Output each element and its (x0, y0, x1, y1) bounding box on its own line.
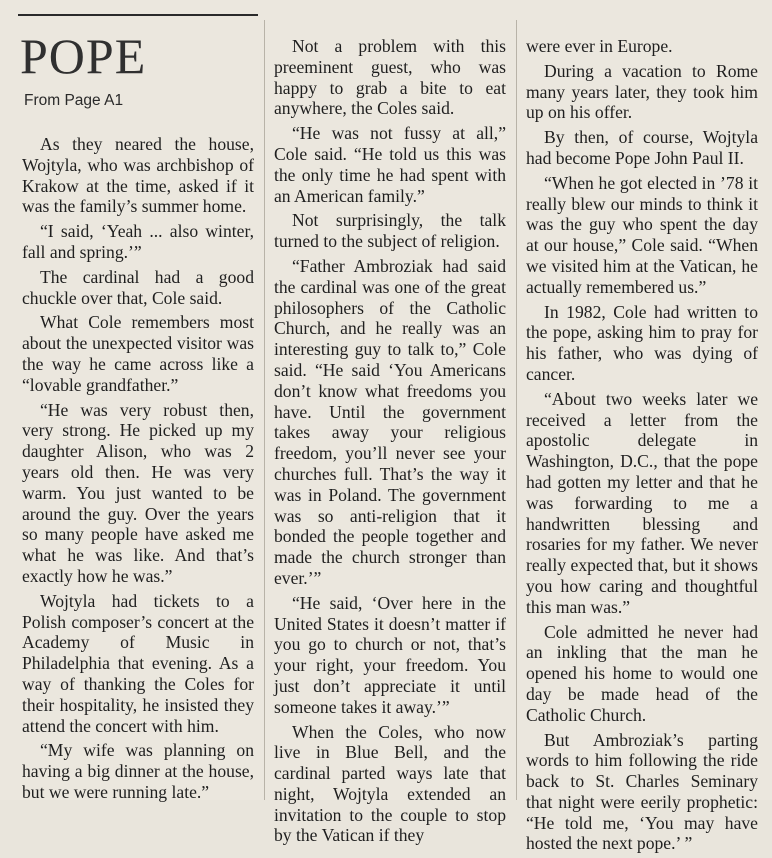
paragraph: “He said, ‘Over here in the United States it doesn’t matter if you go to church or not, that’s your right, your freedom. You just don’t appreciate it until someone takes it away.’” (274, 592, 506, 717)
column-2-body (274, 36, 506, 846)
article-column-2 (274, 36, 506, 850)
paragraph: During a vacation to Rome many years later, they took him up on his offer. (526, 60, 758, 123)
column-1-body (22, 134, 254, 803)
paragraph: By then, of course, Wojtyla had become Pope John Paul II. (526, 127, 758, 168)
paragraph: “My wife was planning on having a big dinner at the house, but we were running late.” (22, 740, 254, 802)
paragraph: “He was not fussy at all,” Cole said. “He told us this was the only time he had spent with an American family.” (274, 123, 506, 206)
paragraph: Wojtyla had tickets to a Polish composer’s concert at the Academy of Music in Philadelphia that evening. As a way of thanking the Coles for their hospitality, he insisted they attend the concert with him. (22, 590, 254, 736)
paragraph: What Cole remembers most about the unexpected visitor was the way he came across like a “lovable grandfather.” (22, 312, 254, 395)
paragraph: were ever in Europe. (526, 36, 673, 56)
paragraph: “When he got elected in ’78 it really blew our minds to think it was the guy who spent the day at our house,” Cole said. “When we visited him at the Vatican, he actually remembered us.” (526, 172, 758, 297)
paragraph: “He was very robust then, very strong. He picked up my daughter Alison, who was 2 years old then. He was very warm. You just wanted to be around the guy. Over the years so many people have asked me what he was like. And that’s exactly how he was.” (22, 399, 254, 586)
paragraph: The cardinal had a good chuckle over that, Cole said. (22, 266, 254, 308)
paragraph: “I said, ‘Yeah ... also winter, fall and spring.’” (22, 221, 254, 262)
paragraph: “Father Ambroziak had said the cardinal was one of the great philosophers of the Catholic Church, and he really was an interesting guy to talk to,” Cole said. “He said ‘You Americans don’t know what freedoms you have. Until the government takes away your religious freedom, you’ll never see your churches full. That’s the way it was in Poland. The government was so anti-religion that it bonded the people together and made the church stronger than ever.’” (274, 255, 506, 588)
paragraph: Cole admitted he never had an inkling that the man he opened his home to would one day be made head of the Catholic Church. (526, 621, 758, 725)
paragraph: “About two weeks later we received a letter from the apostolic delegate in Washington, D.C., that the pope had gotten my letter and that he was forwarding to me a handwritten blessing and rosaries for my father. We never really expected that, but it shows you how caring and thoughtful this man was.” (526, 388, 758, 617)
paragraph: As they neared the house, Wojtyla, who was archbishop of Krakow at the time, asked if it was the family’s summer home. (22, 134, 254, 217)
column-3-body (526, 36, 758, 854)
jump-line: From Page A1 (24, 92, 124, 109)
article-column-3 (526, 36, 758, 858)
paragraph: Not a problem with this preeminent guest, who was happy to grab a bite to eat anywhere, the Coles said. (274, 36, 506, 119)
column-divider (516, 20, 517, 800)
column-divider (264, 20, 265, 800)
headline: POPE (20, 28, 147, 84)
paragraph: But Ambroziak’s parting words to him following the ride back to St. Charles Seminary that night were eerily prophetic: “He told me, ‘You may have hosted the next pope.’ ” (526, 729, 758, 854)
paragraph: When the Coles, who now live in Blue Bell, and the cardinal parted ways late that night, Wojtyla extended an invitation to the couple to stop by the Vatican if they (274, 721, 506, 846)
paragraph: Not surprisingly, the talk turned to the subject of religion. (274, 210, 506, 252)
paragraph: In 1982, Cole had written to the pope, asking him to pray for his father, who was dying of cancer. (526, 301, 758, 384)
article-column-1 (22, 0, 254, 807)
